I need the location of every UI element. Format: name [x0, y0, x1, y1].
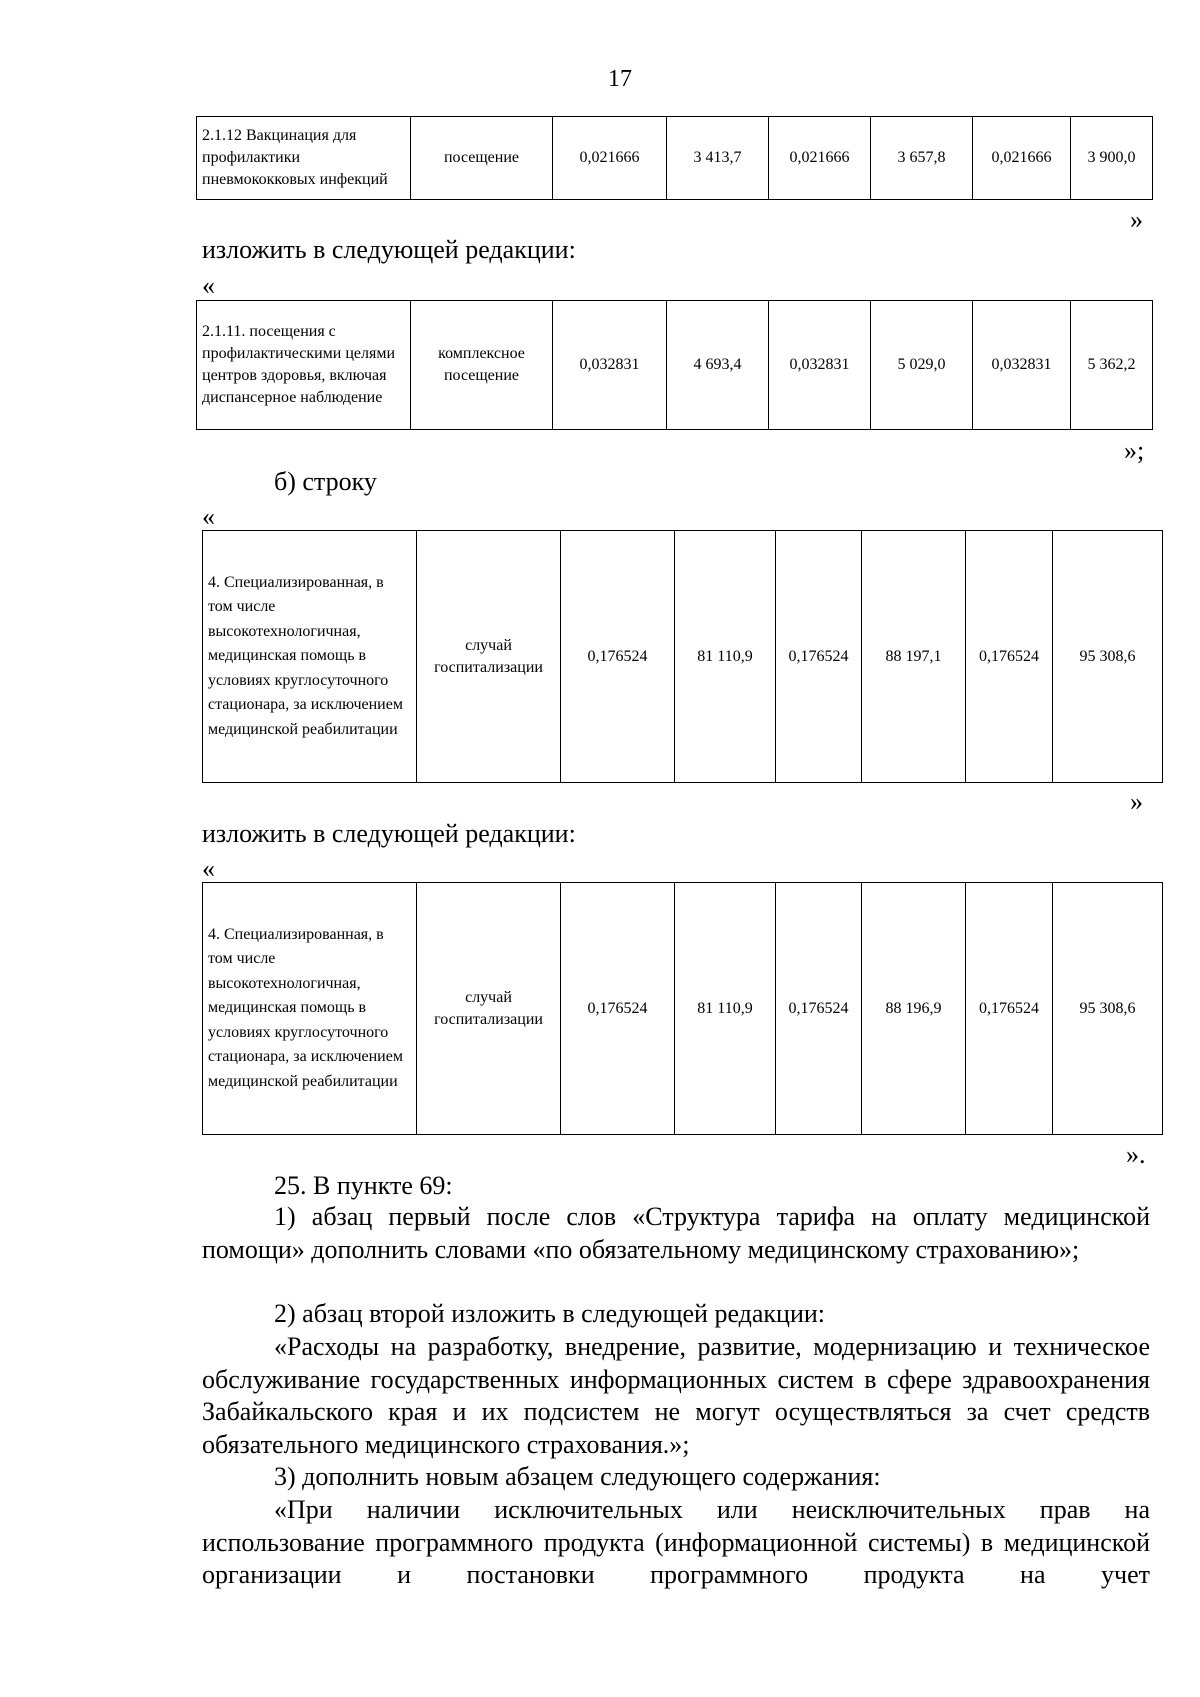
cell-value: 0,032831: [973, 301, 1071, 430]
closing-quote: »: [1130, 205, 1143, 234]
table-row: [197, 301, 1153, 430]
closing-quote: »: [1130, 787, 1143, 816]
cell-value: 81 110,9: [675, 531, 776, 783]
paragraph-25: 25. В пункте 69:: [274, 1171, 453, 1200]
cell-value: 0,032831: [553, 301, 667, 430]
cell-value: 0,176524: [561, 531, 675, 783]
table-original-row-2-1-12: [196, 116, 1153, 200]
cell-value: 0,176524: [776, 883, 862, 1135]
cell-value: 88 197,1: [862, 531, 966, 783]
paragraph-item-3: 3) дополнить новым абзацем следующего содержания:: [274, 1462, 881, 1491]
table-row: [203, 531, 1163, 783]
instruction-line: изложить в следующей редакции:: [202, 819, 576, 848]
cell-value: 0,176524: [966, 883, 1053, 1135]
closing-quote: ».: [1126, 1140, 1146, 1169]
cell-value: 81 110,9: [675, 883, 776, 1135]
cell-value: 0,176524: [776, 531, 862, 783]
opening-quote: «: [202, 502, 215, 531]
paragraph-item-2-quote: «Расходы на разработку, внедрение, развитие, модернизацию и техническое обслуживание государственных информационных систем в сфере здравоохранения Забайкальского края и их подсистем не могут осуществляться за счет средств обязательного медицинского страхования.»;: [202, 1332, 1150, 1459]
cell-value: 4 693,4: [667, 301, 769, 430]
cell-value: 0,032831: [769, 301, 871, 430]
opening-quote: «: [202, 854, 215, 883]
page-number: 17: [608, 66, 632, 92]
cell-value: 3 657,8: [871, 117, 973, 200]
cell-value: 3 900,0: [1071, 117, 1153, 200]
cell-name: 2.1.11. посещения с профилактическими целями центров здоровья, включая диспансерное наблюдение: [197, 301, 411, 430]
cell-value: 0,021666: [553, 117, 667, 200]
cell-value: 0,021666: [769, 117, 871, 200]
cell-name: 4. Специализированная, в том числе высокотехнологичная, медицинская помощь в условиях круглосуточного стационара, за исключением медицинской реабилитации: [203, 531, 417, 783]
opening-quote: «: [202, 271, 215, 300]
cell-value: 95 308,6: [1053, 531, 1163, 783]
table-row: [203, 883, 1163, 1135]
paragraph-item-3-quote: «При наличии исключительных или неисключительных прав на использование программного продукта (информационной системы) в медицинской организации и постановки программного продукта на учет: [202, 1495, 1150, 1589]
paragraph-item-2: 2) абзац второй изложить в следующей редакции:: [274, 1299, 826, 1328]
cell-value: 5 029,0: [871, 301, 973, 430]
instruction-line: б) строку: [274, 467, 377, 496]
cell-value: 5 362,2: [1071, 301, 1153, 430]
instruction-line: изложить в следующей редакции:: [202, 235, 576, 264]
closing-quote: »;: [1124, 436, 1145, 465]
cell-unit: посещение: [411, 117, 553, 200]
table-new-row-2-1-11: [196, 300, 1153, 430]
table-row: [197, 117, 1153, 200]
cell-name: 2.1.12 Вакцинация для профилактики пневмококковых инфекций: [197, 117, 411, 200]
cell-unit: комплексное посещение: [411, 301, 553, 430]
cell-value: 0,176524: [966, 531, 1053, 783]
cell-unit: случай госпитализации: [417, 883, 561, 1135]
cell-name: 4. Специализированная, в том числе высокотехнологичная, медицинская помощь в условиях круглосуточного стационара, за исключением медицинской реабилитации: [203, 883, 417, 1135]
cell-value: 3 413,7: [667, 117, 769, 200]
cell-unit: случай госпитализации: [417, 531, 561, 783]
table-new-row-4: [202, 882, 1163, 1135]
cell-value: 95 308,6: [1053, 883, 1163, 1135]
cell-value: 0,021666: [973, 117, 1071, 200]
paragraph-item-1: 1) абзац первый после слов «Структура тарифа на оплату медицинской помощи» дополнить словами «по обязательному медицинскому страхованию»;: [202, 1202, 1150, 1264]
table-original-row-4: [202, 530, 1163, 783]
cell-value: 0,176524: [561, 883, 675, 1135]
cell-value: 88 196,9: [862, 883, 966, 1135]
